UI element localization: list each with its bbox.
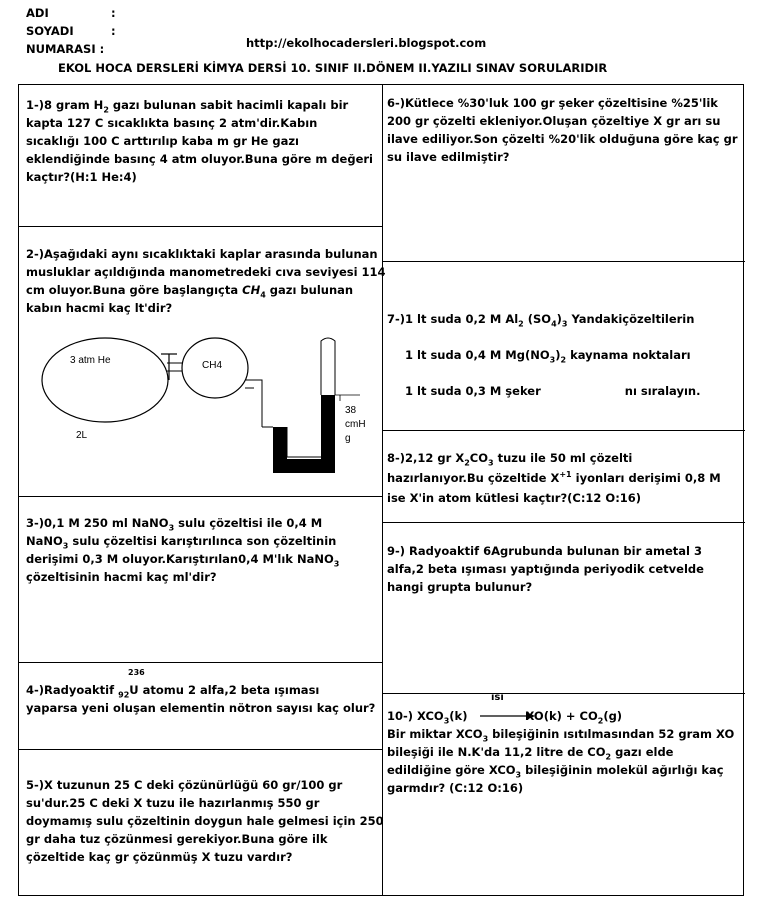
mercury-right: [321, 395, 335, 473]
row-divider: [19, 749, 382, 750]
question-5: 5-)X tuzunun 25 C deki çözünürlüğü 60 gr/100 gr su'dur.25 C deki X tuzu ile hazırlanmış 550 gr doymamış sulu çözeltinin doygun hale gelmesi için 250 gr daha tuz çözünmesi gerekiyor.Buna göre ilk çözeltide kaç gr çözünmüş X tuzu vardır?: [26, 778, 384, 864]
row-divider: [382, 261, 745, 262]
row-divider: [382, 693, 745, 694]
height-unit-g: g: [345, 433, 351, 444]
ch4-label: CH4: [202, 360, 223, 371]
he-container: [42, 338, 168, 422]
row-divider: [382, 430, 745, 431]
question-4-mass-number: 236: [128, 668, 145, 677]
question-1: 1-)8 gram $H_2$ gazı bulunan sabit hacimli kapalı bir kapta 127 C sıcaklıkta basınç 2 atm'dir.Kabın sıcaklığı 100 C arttırılıp kaba m gr He gazı eklendiğinde basınç 4 atm oluyor.Buna göre m değeri kaçtır?(H:1 He:4): [26, 98, 373, 184]
question-8: 8-)2,12 gr $X_2CO_3$ tuzu ile 50 ml çözelti hazırlanıyor.Bu çözeltide $X^{+1}$ iyonları derişimi 0,8 M ise X'in atom kütlesi kaçtır?(C:12 O:16): [387, 451, 721, 505]
column-divider: [382, 85, 383, 895]
row-divider: [19, 496, 382, 497]
question-2: 2-)Aşağıdaki aynı sıcaklıktaki kaplar arasında bulunan musluklar açıldığında manometredeki cıva seviyesi 114 cm oluyor.Buna göre başlangıçta $CH_4$ gazı bulunan kabın hacmi kaç lt'dir?: [26, 247, 386, 315]
surname-label: SOYADI: [26, 24, 74, 38]
name-label: [26, 6, 49, 20]
gas-manometer-diagram: [40, 335, 370, 485]
question-4: 4-)Radyoaktif $_{92}$U atomu 2 alfa,2 beta ışıması yaparsa yeni oluşan elementin nötron sayısı kaç olur?: [26, 683, 376, 715]
height-label: 38: [345, 405, 357, 416]
number-label: NUMARASI :: [26, 42, 105, 56]
reaction-heat-label: ısı: [491, 692, 504, 703]
question-6: 6-)Kütlece %30'luk 100 gr şeker çözeltisine %25'lik 200 gr çözelti ekleniyor.Oluşan çözeltiye X gr arı su ilave ediliyor.Son çözelti %20'lik olduğuna göre kaç gr su ilave edilmiştir?: [387, 96, 738, 164]
question-10: 10-) $XCO_3(k) XO(k) + CO_2(g)$ Bir miktar $XCO_3$ bileşiğinin ısıtılmasından 52 gram XO bileşiği ile N.K'da 11,2 litre de $CO_2$ gazı elde edildiğine göre $XCO_3$ bileşiğinin molekül ağırlığı kaç garmdır? (C:12 O:16): [387, 709, 735, 795]
u-tube-outline: [321, 338, 335, 395]
adi-label: ADI: [26, 6, 49, 20]
he-label: 3 atm He: [70, 355, 111, 366]
blog-url: http://ekolhocadersleri.blogspot.com: [246, 36, 487, 50]
question-7: 7-)1 lt suda 0,2 M $Al_2$ $(SO_4)_3$ Yandakiçözeltilerin 1 lt suda 0,4 M $Mg(NO_3)_2$ kaynama noktaları 1 lt suda 0,3 M şeker nı sıralayın.: [387, 312, 701, 398]
u-tube-outline: [262, 427, 321, 457]
surname-colon: :: [111, 24, 116, 38]
question-9: 9-) Radyoaktif 6Agrubunda bulunan bir ametal 3 alfa,2 beta ışıması yaptığında periyodik cetvelde hangi grupta bulunur?: [387, 544, 704, 594]
exam-title: EKOL HOCA DERSLERİ KİMYA DERSİ 10. SINIF II.DÖNEM II.YAZILI SINAV SORULARIDIR: [58, 61, 608, 75]
manometer-tube: [245, 380, 262, 427]
volume-label: 2L: [76, 430, 88, 441]
height-unit: cmH: [345, 419, 366, 430]
question-3: 3-)0,1 M 250 ml NaNO$_3$ sulu çözeltisi ile 0,4 M NaNO$_3$ sulu çözeltisi karıştırılınca son çözeltinin derişimi 0,3 M oluyor.Karıştırılan0,4 M'lık NaNO$_3$ çözeltisinin hacmi kaç ml'dir?: [26, 516, 340, 584]
row-divider: [19, 226, 382, 227]
name-colon: :: [111, 6, 116, 20]
row-divider: [19, 662, 382, 663]
row-divider: [382, 522, 745, 523]
